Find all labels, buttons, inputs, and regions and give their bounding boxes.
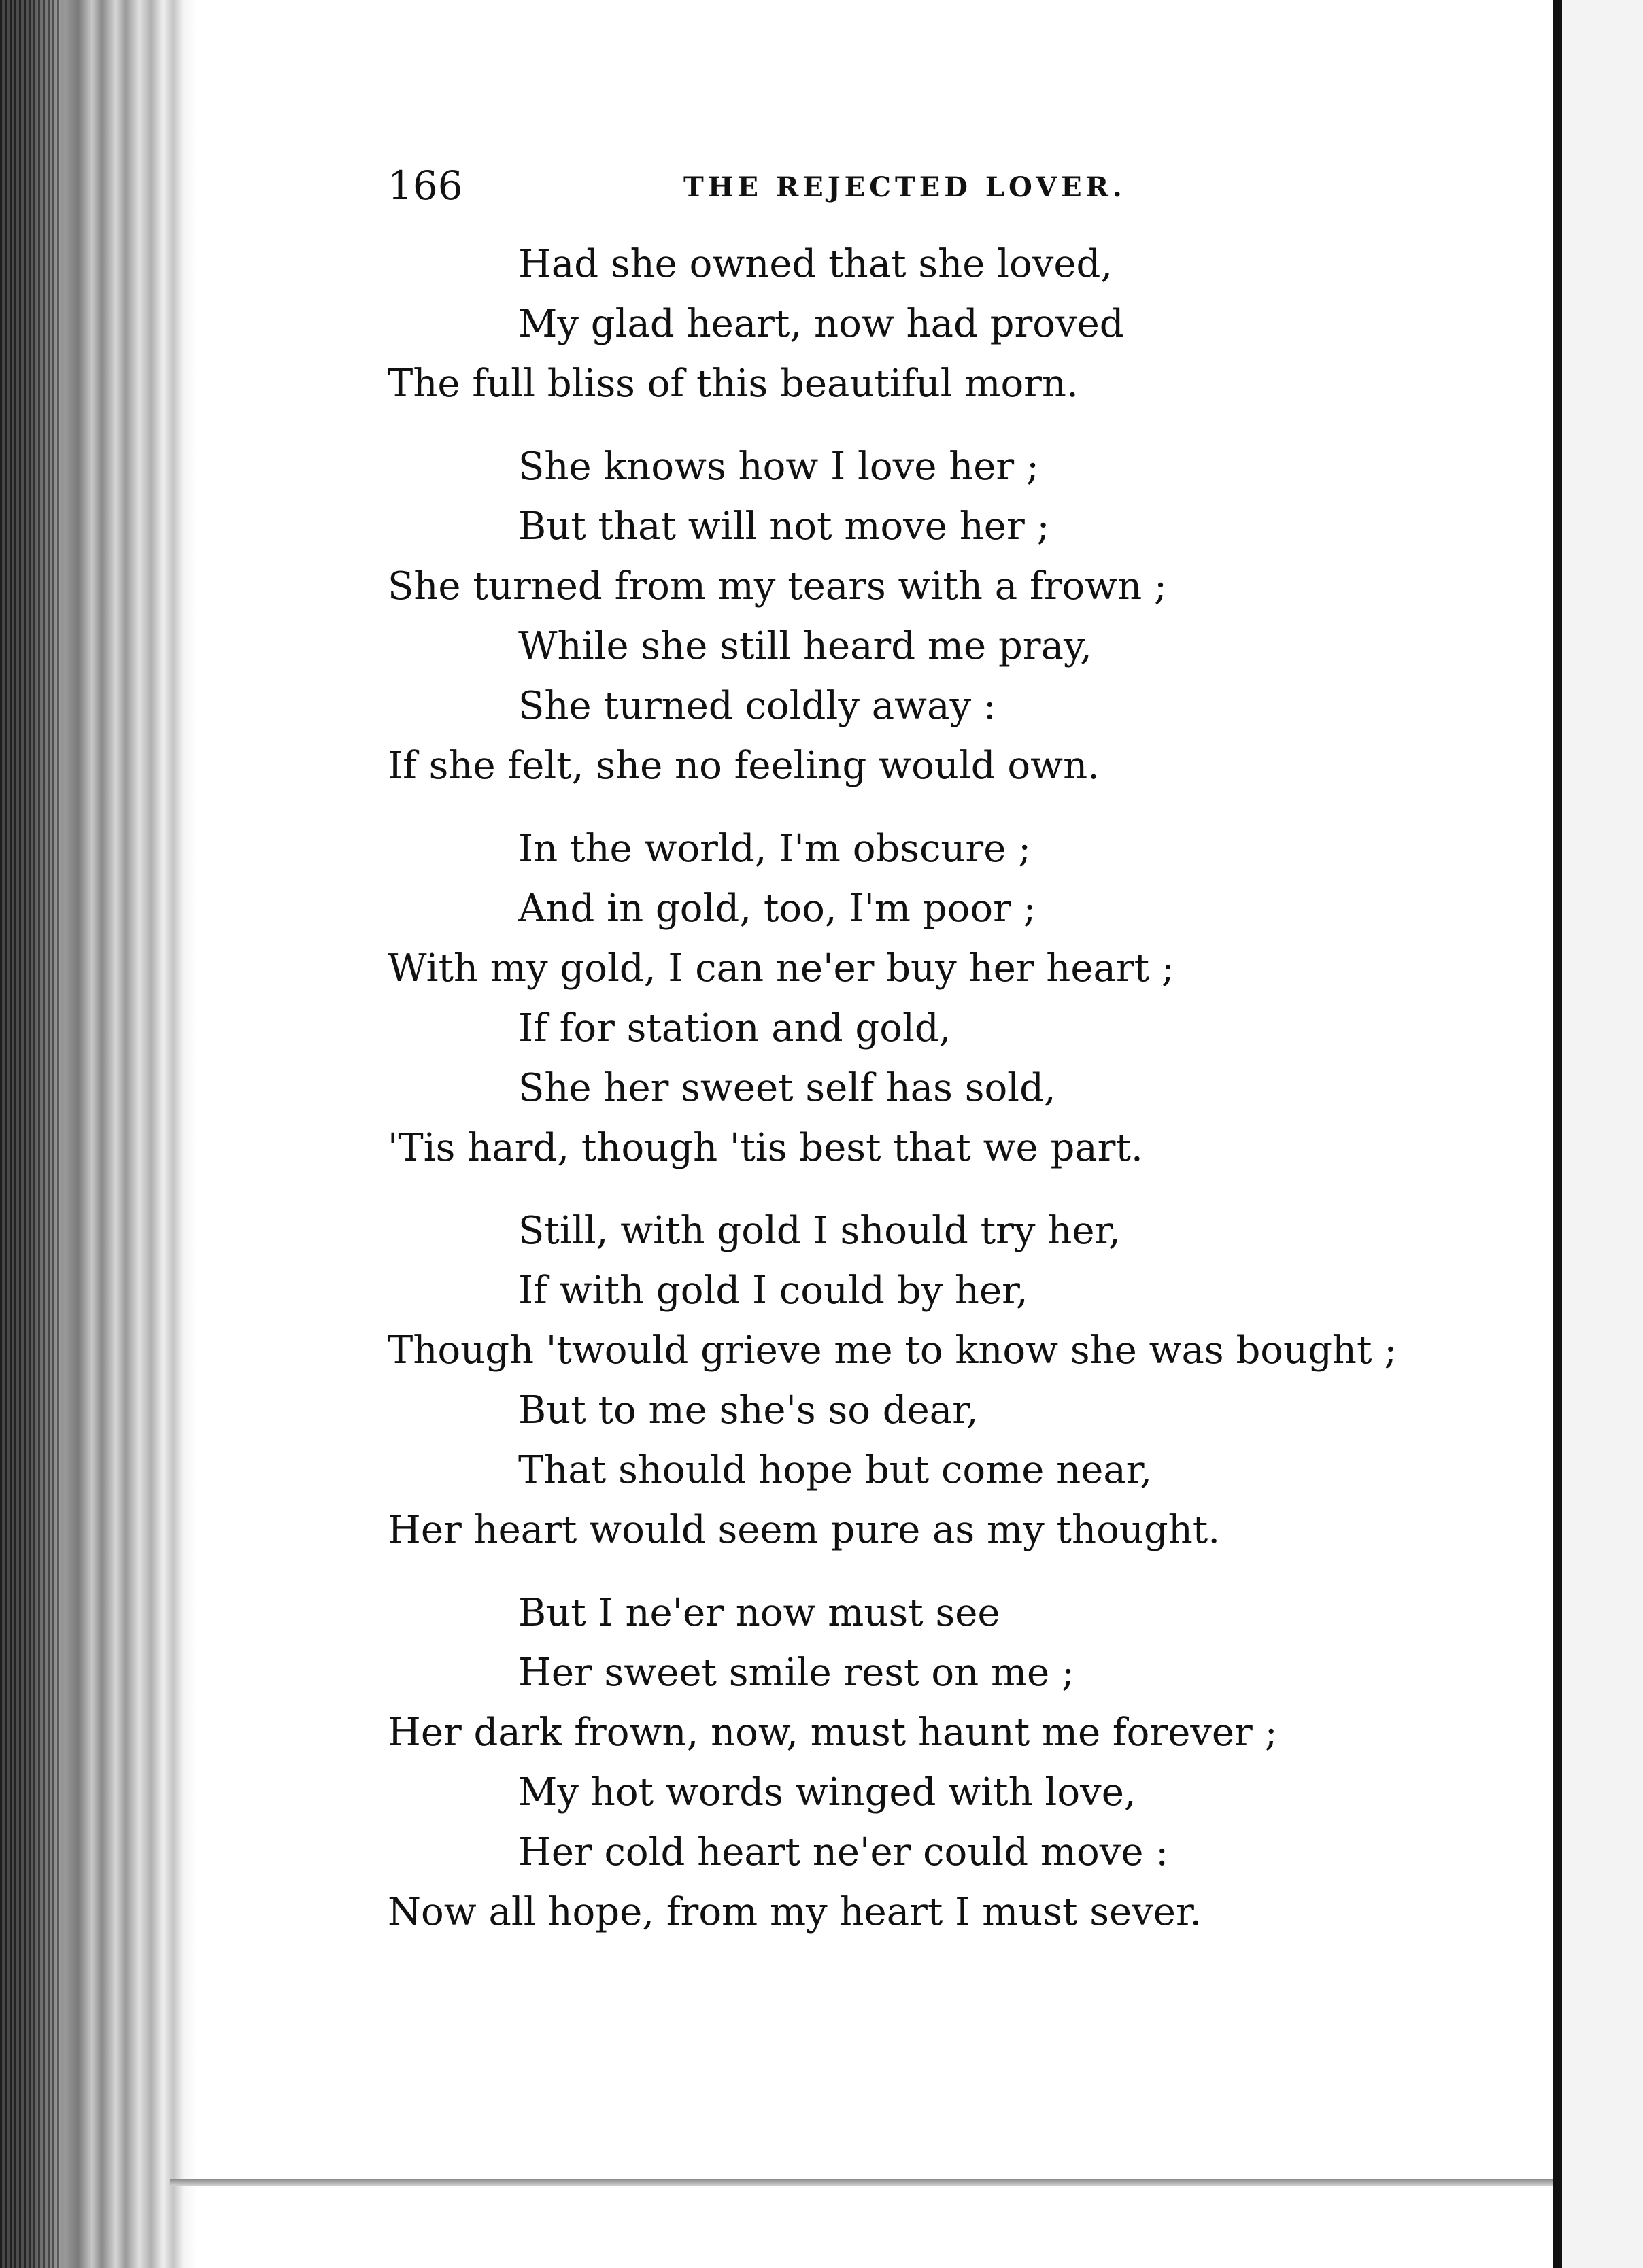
poem-line: Her dark frown, now, must haunt me forever ; bbox=[388, 1711, 1278, 1755]
poem-line: But to me she's so dear, bbox=[518, 1388, 979, 1432]
poem-line: If she felt, she no feeling would own. bbox=[388, 744, 1100, 788]
poem-line: Now all hope, from my heart I must sever. bbox=[388, 1890, 1202, 1934]
poem-line: With my gold, I can ne'er buy her heart ; bbox=[388, 946, 1174, 991]
running-head bbox=[388, 162, 1340, 209]
page-number: 166 bbox=[388, 162, 463, 209]
poem-line: Her sweet smile rest on me ; bbox=[518, 1651, 1074, 1695]
poem-line: She knows how I love her ; bbox=[518, 445, 1039, 489]
stanza-4 bbox=[388, 1201, 1530, 1560]
poem-line: But I ne'er now must see bbox=[518, 1591, 1000, 1635]
poem-line: 'Tis hard, though 'tis best that we part. bbox=[388, 1126, 1143, 1170]
page-right-border bbox=[1553, 0, 1562, 2268]
page-bottom-edge bbox=[170, 2179, 1564, 2186]
poem-line: And in gold, too, I'm poor ; bbox=[518, 887, 1036, 931]
poem-line: She turned from my tears with a frown ; bbox=[388, 564, 1167, 608]
book-page-edges bbox=[0, 0, 197, 2268]
stanza-5 bbox=[388, 1583, 1530, 1942]
stanza-2 bbox=[388, 437, 1530, 796]
poem-line: She turned coldly away : bbox=[518, 684, 996, 728]
running-title: THE REJECTED LOVER. bbox=[683, 171, 1126, 203]
poem-line: The full bliss of this beautiful morn. bbox=[388, 362, 1079, 406]
poem-line: My glad heart, now had proved bbox=[518, 302, 1124, 346]
poem-line: Her heart would seem pure as my thought. bbox=[388, 1508, 1221, 1552]
poem-line: Still, with gold I should try her, bbox=[518, 1209, 1121, 1253]
poem-line: That should hope but come near, bbox=[518, 1448, 1153, 1492]
poem-line: Though 'twould grieve me to know she was bought ; bbox=[388, 1328, 1398, 1373]
poem-line: If with gold I could by her, bbox=[518, 1269, 1028, 1313]
facing-page-margin bbox=[1562, 0, 1643, 2268]
poem-line: In the world, I'm obscure ; bbox=[518, 827, 1032, 871]
stanza-3 bbox=[388, 819, 1530, 1178]
poem-line: While she still heard me pray, bbox=[518, 624, 1092, 668]
stanza-1 bbox=[388, 235, 1530, 414]
poem-line: But that will not move her ; bbox=[518, 504, 1050, 549]
poem-line: She her sweet self has sold, bbox=[518, 1066, 1056, 1110]
poem-line: Her cold heart ne'er could move : bbox=[518, 1830, 1169, 1874]
poem-line: If for station and gold, bbox=[518, 1006, 951, 1050]
poem-line: My hot words winged with love, bbox=[518, 1770, 1136, 1815]
poem-body bbox=[388, 235, 1530, 1965]
poem-line: Had she owned that she loved, bbox=[518, 242, 1113, 286]
